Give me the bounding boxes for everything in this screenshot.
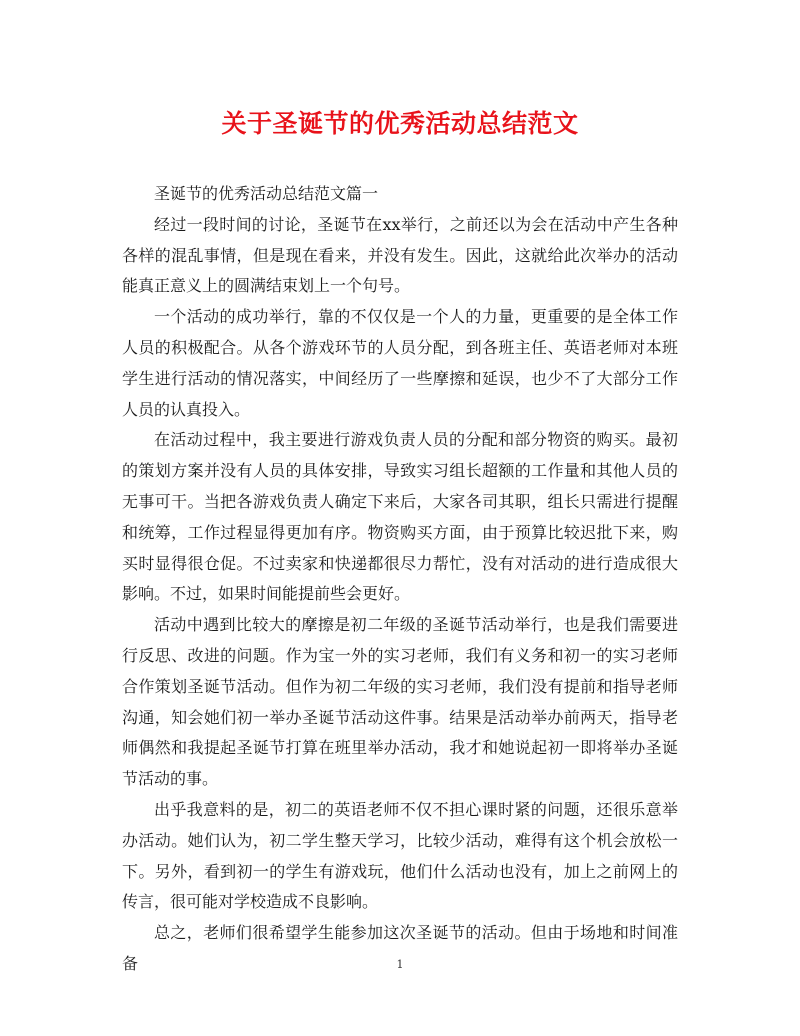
paragraph: 出乎我意料的是，初二的英语老师不仅不担心课时紧的问题，还很乐意举办活动。她们认为，初二学生整天学习，比较少活动，难得有这个机会放松一下。另外，看到初一的学生有游戏玩，他们什么活动也没有，加上之前网上的传言，很可能对学校造成不良影响。 [122, 799, 678, 912]
paragraph: 总之，老师们很希望学生能参加这次圣诞节的活动。但由于场地和时间准备 [122, 923, 678, 973]
page-number: 1 [396, 958, 404, 971]
paragraph: 一个活动的成功举行，靠的不仅仅是一个人的力量，更重要的是全体工作人员的积极配合。从各个游戏环节的人员分配，到各班主任、英语老师对本班学生进行活动的情况落实，中间经历了一些摩擦和延误，也少不了大部分工作人员的认真投入。 [122, 307, 678, 419]
paragraph: 经过一段时间的讨论，圣诞节在xx举行，之前还以为会在活动中产生各种各样的混乱事情，但是现在看来，并没有发生。因此，这就给此次举办的活动能真正意义上的圆满结束划上一个句号。 [122, 214, 678, 296]
document-title: 关于圣诞节的优秀活动总结范文 [221, 109, 579, 138]
paragraph: 在活动过程中，我主要进行游戏负责人员的分配和部分物资的购买。最初的策划方案并没有人员的具体安排，导致实习组长超额的工作量和其他人员的无事可干。当把各游戏负责人确定下来后，大家各司其职，组长只需进行提醒和统筹，工作过程显得更加有序。物资购买方面，由于预算比较迟批下来，购买时显得很仓促。不过卖家和快递都很尽力帮忙，没有对活动的进行造成很大影响。不过，如果时间能提前些会更好。 [122, 430, 678, 604]
document-body [122, 179, 678, 980]
paragraph: 活动中遇到比较大的摩擦是初二年级的圣诞节活动举行，也是我们需要进行反思、改进的问题。作为宝一外的实习老师，我们有义务和初一的实习老师合作策划圣诞节活动。但作为初二年级的实习老师，我们没有提前和指导老师沟通，知会她们初一举办圣诞节活动这件事。结果是活动举办前两天，指导老师偶然和我提起圣诞节打算在班里举办活动，我才和她说起初一即将举办圣诞节活动的事。 [122, 615, 678, 789]
section-heading: 圣诞节的优秀活动总结范文篇一 [154, 184, 379, 203]
